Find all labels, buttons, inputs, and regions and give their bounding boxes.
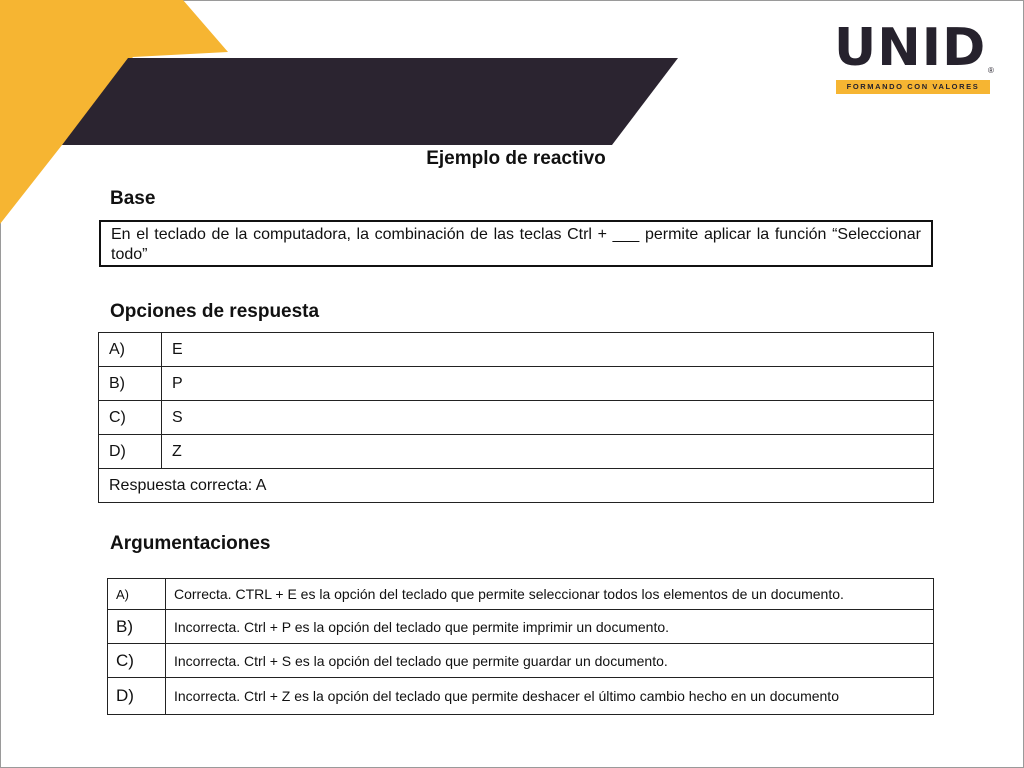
option-row-d (99, 435, 934, 469)
unid-logo (834, 18, 996, 91)
dark-parallelogram (62, 58, 678, 145)
arguments-table (107, 578, 934, 715)
option-row-c (99, 401, 934, 435)
base-text: En el teclado de la computadora, la combinación de las teclas Ctrl + ___ permite aplicar la función “Seleccionar todo” (111, 226, 921, 263)
option-key: B) (99, 367, 162, 401)
argument-row-d (108, 678, 934, 715)
base-text-box (99, 220, 933, 267)
options-heading: Opciones de respuesta (110, 301, 320, 322)
argument-key: C) (108, 644, 166, 678)
correct-answer-row (99, 469, 934, 503)
argument-text: Incorrecta. Ctrl + P es la opción del teclado que permite imprimir un documento. (166, 610, 934, 644)
argument-text: Correcta. CTRL + E es la opción del teclado que permite seleccionar todos los elementos de un documento. (166, 579, 934, 610)
argument-key: A) (108, 579, 166, 610)
correct-answer: Respuesta correcta: A (99, 469, 934, 503)
registered-mark: ® (988, 66, 994, 75)
argument-row-c (108, 644, 934, 678)
argument-text: Incorrecta. Ctrl + S es la opción del teclado que permite guardar un documento. (166, 644, 934, 678)
option-key: C) (99, 401, 162, 435)
option-value: E (162, 333, 934, 367)
page-title: Ejemplo de reactivo (426, 148, 606, 169)
argument-key: B) (108, 610, 166, 644)
option-row-a (99, 333, 934, 367)
base-heading: Base (110, 188, 156, 209)
logo-word: UNID (834, 18, 987, 78)
option-row-b (99, 367, 934, 401)
option-key: A) (99, 333, 162, 367)
argument-row-a (108, 579, 934, 610)
arguments-heading: Argumentaciones (110, 533, 271, 554)
options-table (98, 332, 934, 503)
argument-row-b (108, 610, 934, 644)
option-key: D) (99, 435, 162, 469)
logo-slogan: FORMANDO CON VALORES (836, 80, 990, 94)
argument-key: D) (108, 678, 166, 715)
argument-text: Incorrecta. Ctrl + Z es la opción del teclado que permite deshacer el último cambio hecho en un documento (166, 678, 934, 715)
option-value: S (162, 401, 934, 435)
option-value: P (162, 367, 934, 401)
option-value: Z (162, 435, 934, 469)
